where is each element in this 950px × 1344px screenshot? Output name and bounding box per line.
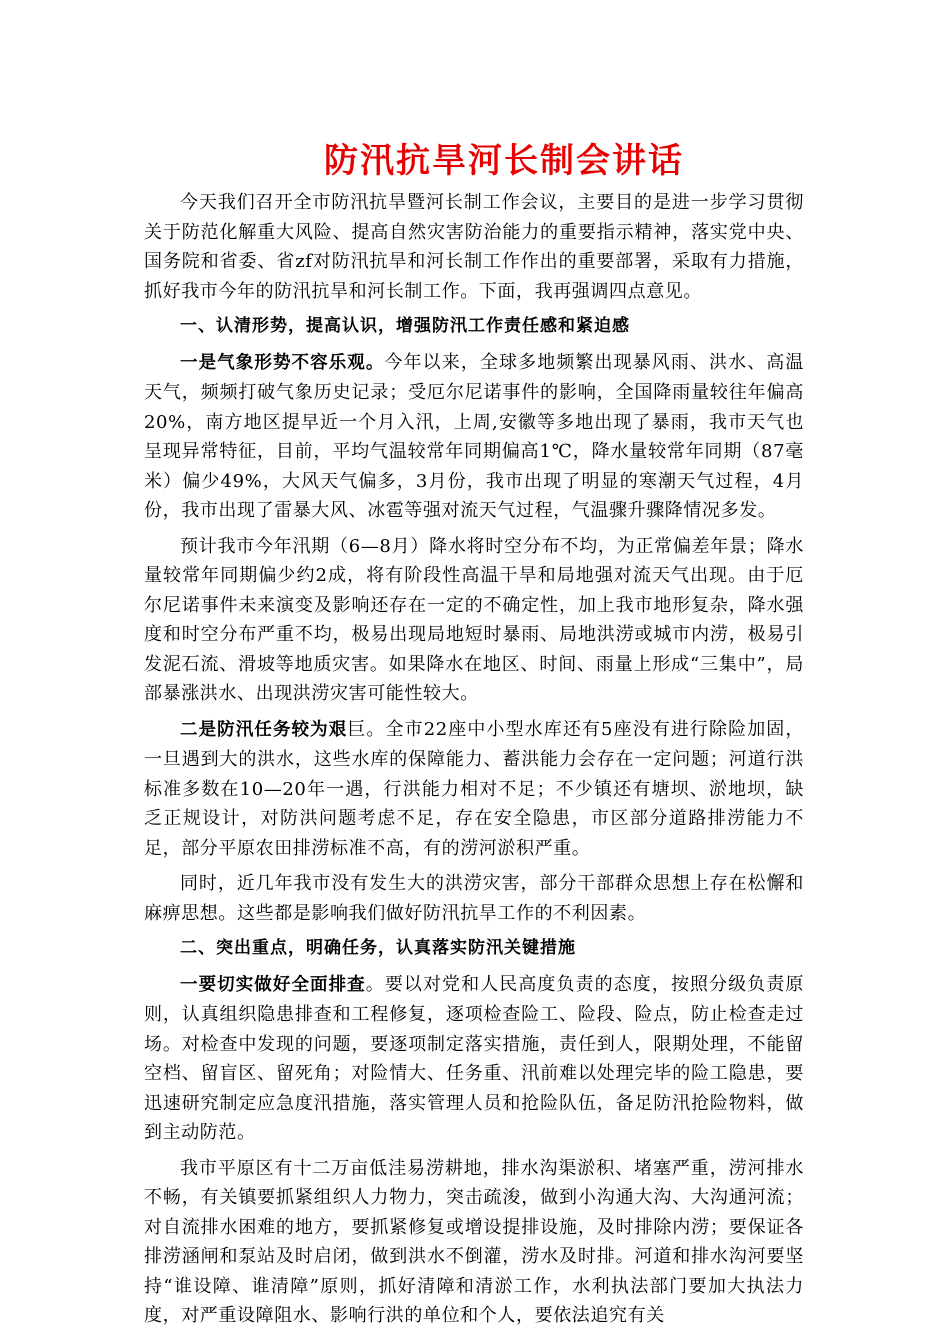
intro-paragraph: 今天我们召开全市防汛抗旱暨河长制工作会议，主要目的是进一步学习贯彻关于防范化解重大风险、提高自然灾害防治能力的重要指示精神，落实党中央、国务院和省委、省zf对防汛抗旱和河长制工作作出的重要部署，采取有力措施，抓好我市今年的防汛抗旱和河长制工作。下面，我再强调四点意见。: [144, 192, 804, 302]
section-1-point-2-paragraph: [144, 715, 804, 864]
section-2-heading: 二、突出重点，明确任务，认真落实防汛关键措施: [180, 938, 576, 958]
section-2-point-1-lead: 一要切实做好全面排查: [180, 974, 366, 995]
plain-area-paragraph: 我市平原区有十二万亩低洼易涝耕地，排水沟渠淤积、堵塞严重，涝河排水不畅，有关镇要抓紧组织人力物力，突击疏浚，做到小沟通大沟、大沟通河流；对自流排水困难的地方，要抓紧修复或增设提排设施，及时排除内涝；要保证各排涝涵闸和泵站及时启闭，做到洪水不倒灌，涝水及时排。河道和排水沟河要坚持“谁设障、谁清障”原则，抓好清障和清淤工作，水利执法部门要加大执法力度，对严重设障阻水、影响行洪的单位和个人，要依法追究有关: [144, 1157, 804, 1326]
meanwhile-paragraph: 同时，近几年我市没有发生大的洪涝灾害，部分干部群众思想上存在松懈和麻痹思想。这些都是影响我们做好防汛抗旱工作的不利因素。: [144, 873, 804, 924]
section-2-point-1-text: 。要以对党和人民高度负责的态度，按照分级负责原则，认真组织隐患排查和工程修复，逐项检查险工、险段、险点，防止检查走过场。对检查中发现的问题，要逐项制定落实措施，责任到人，限期处理，不能留空档、留盲区、留死角；对险情大、任务重、汛前难以处理完毕的险工隐患，要迅速研究制定应急度汛措施，落实管理人员和抢险队伍，备足防汛抢险物料，做到主动防范。: [144, 973, 804, 1143]
section-1-point-2-lead: 二是防汛任务较为艰: [180, 719, 348, 740]
document-title: 防汛抗旱河长制会讲话: [324, 141, 684, 181]
section-1-point-2-text: 巨。全市22座中小型水库还有5座没有进行除险加固，一旦遇到大的洪水，这些水库的保障能力、蓄洪能力会存在一定问题；河道行洪标准多数在10—20年一遇，行洪能力相对不足；不少镇还有塘坝、淤地坝，缺乏正规设计，对防洪问题考虑不足，存在安全隐患，市区部分道路排涝能力不足，部分平原农田排涝标准不高，有的涝河淤积严重。: [144, 718, 804, 859]
forecast-paragraph: 预计我市今年汛期（6—8月）降水将时空分布不均，为正常偏差年景；降水量较常年同期偏少约2成，将有阶段性高温干旱和局地强对流天气出现。由于厄尔尼诺事件未来演变及影响还存在一定的不确定性，加上我市地形复杂，降水强度和时空分布严重不均，极易出现局地短时暴雨、局地洪涝或城市内涝，极易引发泥石流、滑坡等地质灾害。如果降水在地区、时间、雨量上形成“三集中”，局部暴涨洪水、出现洪涝灾害可能性较大。: [144, 535, 804, 704]
document-body: [144, 136, 804, 1331]
section-1-heading: 一、认清形势，提高认识，增强防汛工作责任感和紧迫感: [180, 316, 630, 336]
section-1-point-1-text: 今年以来，全球多地频繁出现暴风雨、洪水、高温天气，频频打破气象历史记录；受厄尔尼诺事件的影响，全国降雨量较往年偏高20%，南方地区提早近一个月入汛，上周,安徽等多地出现了暴雨，我市天气也呈现异常特征，目前，平均气温较常年同期偏高1℃，降水量较常年同期（87毫米）偏少49%，大风天气偏多，3月份，我市出现了明显的寒潮天气过程，4月份，我市出现了雷暴大风、冰雹等强对流天气过程，气温骤升骤降情况多发。: [144, 351, 804, 521]
section-1-point-1-lead: 一是气象形势不容乐观。: [180, 352, 385, 373]
section-1-point-1-paragraph: [144, 348, 804, 526]
section-2-point-1-paragraph: [144, 970, 804, 1148]
